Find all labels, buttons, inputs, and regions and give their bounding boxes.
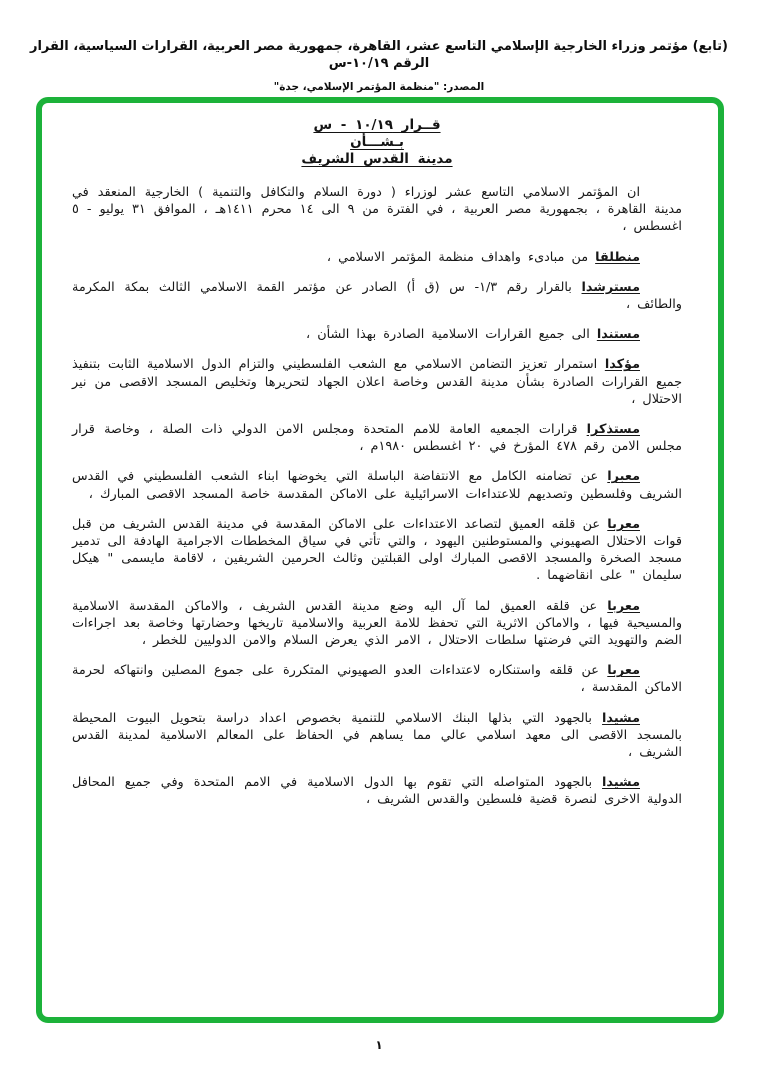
paragraph-lead-word: معربا [607,598,640,614]
resolution-subject-title: مدينة القدس الشريف [301,151,453,167]
paragraph-lead-word: مستذكرا [586,422,640,438]
paragraph-lead-word: مسترشدا [581,279,640,295]
paragraph-text: عن تضامنه الكامل مع الانتفاضة الباسلة التي يخوضها ابناء الشعب الفلسطيني في القدس الشريف وفلسطين وتصديهم للاعتداءات الاسرائيلية على الاماكن المقدسة خاصة المسجد الاقصى المبارك ، [72,469,682,502]
paragraph-text: بالجهود المتواصله التي تقوم بها الدول الاسلامية في الامم المتحدة وفي جميع المحافل الدولية الاخرى لنصرة قضية فلسطين والقدس الشريف ، [72,775,682,808]
paragraph [72,468,682,502]
paragraph-text: ان المؤتمر الاسلامي التاسع عشر لوزراء ( دورة السلام والتكافل والتنمية ) الخارجية المنعقد في مدينة القاهرة ، بجمهورية مصر العربية ، في الفترة من ٩ الى ١٤ محرم ١٤١١هـ ، الموافق ٣١ يوليو - ٥ اغسطس ، [72,185,682,235]
paragraph-text: من مبادىء واهداف منظمة المؤتمر الاسلامي ، [326,249,596,265]
paragraph [72,249,682,266]
paragraph-text: استمرار تعزيز التضامن الاسلامي مع الشعب الفلسطيني والتزام الدول الاسلامية الثابت بتنفيذ جميع القرارات الصادرة بشأن مدينة القدس وخاصة اعلان الجهاد لتحريرها وتخليص المسجد الاقصى من نير الاحتلال ، [72,357,682,407]
resolution-regarding-title: بـشـــأن [350,134,404,150]
resolution-number-title: قــرار ١٠/١٩ - س [313,117,441,133]
paragraph-lead-word: معربا [607,516,640,532]
paragraph [72,774,682,808]
paragraph [72,710,682,762]
paragraph-lead-word: مشيدا [602,710,640,726]
source-line: المصدر: "منظمة المؤتمر الإسلامي، جدة" [273,81,485,93]
paragraph [72,516,682,585]
paragraph-text: الى جميع القرارات الاسلامية الصادرة بهذا الشأن ، [306,327,597,343]
paragraph [72,279,682,313]
resolution-title-block [72,117,682,168]
paragraph-text: بالجهود التي بذلها البنك الاسلامي للتنمية بخصوص اعداد دراسة بتحويل البيوت المحيطة بالمسجد الاقصى الى معهد اسلامي عالي مما يساهم في الحفاظ على المعالم الاسلامية لمدينة القدس الشريف ، [72,710,682,761]
paragraph [72,356,682,408]
paragraph [72,184,682,236]
paragraph-lead-word: مشيدا [602,775,640,791]
paragraph-text: قرارات الجمعيه العامة للامم المتحدة ومجلس الامن الدولي ذات الصلة ، وخاصة قرار مجلس الامن رقم ٤٧٨ المؤرخ في ٢٠ اغسطس ١٩٨٠م ، [72,422,682,455]
paragraph-text: عن قلقه واستنكاره لاعتداءات العدو الصهيوني المتكررة على جموع المصلين وانتهاكه لحرمة الاماكن المقدسة ، [72,663,682,696]
paragraph-text: عن قلقه العميق لتصاعد الاعتداءات على الاماكن المقدسة في مدينة القدس الشريف من قبل قوات الاحتلال الصهيوني والمستوطنين اليهود ، والتي تأتي في سياق المخططات الاجرامية الهادفة الى تدمير مسجد الصخرة والمسجد الاقصى المبارك اولى القبلتين وثالث الحرمين الشريفين ، لاقامة مايسمى " هيكل سليمان " على انقاضهما . [72,516,682,584]
paragraph-lead-word: معبرا [607,469,640,485]
paragraph [72,598,682,650]
catalog-header [20,38,738,93]
document-content [42,103,718,1017]
page-number: ١ [375,1038,383,1052]
paragraph-lead-word: مؤكدا [604,357,640,373]
paragraph-text: بالقرار رقم ١/٣- س (ق أ) الصادر عن مؤتمر القمة الاسلامي الثالث بمكة المكرمة والطائف ، [72,279,682,313]
paragraph-text: عن قلقه العميق لما آل اليه وضع مدينة القدس الشريف ، والاماكن المقدسة الاسلامية والمسيحية فيها ، والاماكن الاثرية التي تحفظ للامة العربية والاسلامية تاريخها وحضارتها وخاصة بعد اجراءات الضم والتهويد التي فرضتها سلطات الاحتلال ، الامر الذي يعرض السلام والامن الدوليين للخطر ، [72,598,682,649]
paragraph [72,421,682,455]
paragraph-lead-word: مستندا [596,327,640,343]
catalog-reference-line: (تابع) مؤتمر وزراء الخارجية الإسلامي التاسع عشر، القاهرة، جمهورية مصر العربية، القرارات السياسية، القرار الرقم ١٠/١٩-س [29,39,728,71]
document-body [72,184,682,809]
document-border-frame [36,97,724,1023]
paragraph-lead-word: معربا [607,663,640,679]
paragraph [72,326,682,343]
paragraph [72,662,682,696]
paragraph-lead-word: منطلقا [595,249,640,265]
